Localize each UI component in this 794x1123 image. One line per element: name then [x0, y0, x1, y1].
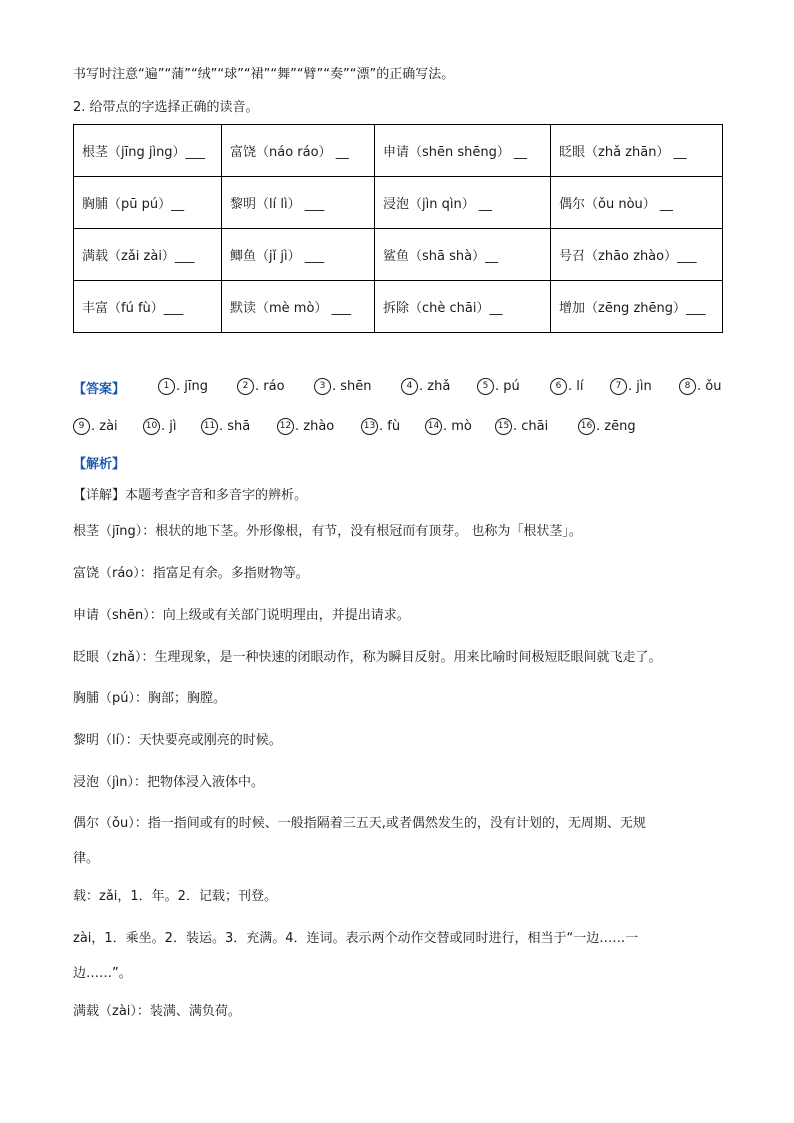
answer-number: 16 [578, 418, 595, 435]
answer-text: . zhào [295, 419, 335, 434]
answer-text: . fù [379, 419, 401, 434]
pinyin-table [73, 124, 723, 333]
explanation-line: 边……”。 [73, 966, 132, 981]
explanation-line: 满载（zài）：装满、满负荷。 [73, 1004, 241, 1019]
answer-item [201, 418, 250, 435]
answer-number: 13 [361, 418, 378, 435]
table-cell: 富饶（náo ráo） __ [222, 125, 375, 177]
answer-number: 14 [425, 418, 442, 435]
answer-item [679, 378, 721, 395]
explanation-line: 富饶（ráo）：指富足有余。多指财物等。 [73, 566, 309, 581]
answer-number: 8 [679, 378, 696, 395]
explanation-line: 眨眼（zhǎ）：生理现象，是一种快速的闭眼动作，称为瞬目反射。用来比喻时间极短眨眼间就飞走了。 [73, 650, 662, 665]
answer-item [550, 378, 584, 395]
answer-text: . ǒu [697, 379, 722, 394]
table-cell: 根茎（jīng jìng）___ [74, 125, 222, 177]
explanation-line: 浸泡（jìn）：把物体浸入液体中。 [73, 775, 264, 790]
explanation-line: 载：zǎi，1．年。2．记载；刊登。 [73, 889, 277, 904]
table-row [74, 125, 723, 177]
answer-text: . shēn [332, 379, 372, 394]
answer-number: 3 [314, 378, 331, 395]
table-row [74, 177, 723, 229]
answers-row-1 [73, 378, 723, 400]
table-cell: 丰富（fú fù）___ [74, 281, 222, 333]
answer-text: . pú [495, 379, 520, 394]
answer-text: . lí [568, 379, 584, 394]
answer-number: 9 [73, 418, 90, 435]
answers-row-2 [73, 418, 723, 440]
table-cell: 拆除（chè chāi）__ [375, 281, 551, 333]
answer-text: . jìn [628, 379, 652, 394]
table-cell: 浸泡（jìn qìn） __ [375, 177, 551, 229]
table-cell: 胸脯（pū pú）__ [74, 177, 222, 229]
answer-number: 2 [237, 378, 254, 395]
explanation-line: 胸脯（pú）：胸部；胸膛。 [73, 691, 226, 706]
explanation-line: 律。 [73, 851, 100, 866]
answer-text: . jì [161, 419, 177, 434]
answer-text: . zhǎ [419, 379, 451, 394]
answer-text: . mò [443, 419, 472, 434]
answer-number: 7 [610, 378, 627, 395]
answer-number: 15 [495, 418, 512, 435]
answer-item [158, 378, 208, 395]
table-cell: 号召（zhāo zhào）___ [551, 229, 723, 281]
answer-item [73, 418, 118, 435]
table-cell: 满载（zǎi zài）___ [74, 229, 222, 281]
table-cell: 增加（zēng zhēng）___ [551, 281, 723, 333]
answer-number: 6 [550, 378, 567, 395]
explanation-line: 申请（shēn）：向上级或有关部门说明理由，并提出请求。 [73, 608, 410, 623]
table-cell: 黎明（lí lì） ___ [222, 177, 375, 229]
answer-item [477, 378, 520, 395]
answer-item [401, 378, 450, 395]
answer-label: 【答案】 [73, 382, 126, 397]
answer-item [237, 378, 285, 395]
explanation-line: 【详解】本题考查字音和多音字的辨析。 [73, 488, 308, 503]
answer-item [361, 418, 400, 435]
table-cell: 偶尔（ǒu nòu） __ [551, 177, 723, 229]
answer-text: . zài [91, 419, 118, 434]
answer-text: . jīng [176, 379, 208, 394]
answer-number: 1 [158, 378, 175, 395]
answer-number: 10 [143, 418, 160, 435]
analysis-label: 【解析】 [73, 457, 126, 472]
answer-text: . ráo [255, 379, 285, 394]
table-cell: 鲫鱼（jǐ jì） ___ [222, 229, 375, 281]
answer-item [425, 418, 472, 435]
explanation-line: 根茎（jīng）：根状的地下茎。外形像根，有节，没有根冠而有顶芽。 也称为「根状茎」。 [73, 524, 582, 539]
table-cell: 眨眼（zhǎ zhān） __ [551, 125, 723, 177]
table-row [74, 229, 723, 281]
question-title: 2. 给带点的字选择正确的读音。 [73, 100, 259, 115]
answer-number: 11 [201, 418, 218, 435]
answer-number: 4 [401, 378, 418, 395]
answer-item [277, 418, 334, 435]
answer-number: 5 [477, 378, 494, 395]
table-row [74, 281, 723, 333]
explanation-line: 黎明（lí）：天快要亮或刚亮的时候。 [73, 733, 282, 748]
answer-item [610, 378, 652, 395]
answer-item [314, 378, 372, 395]
answer-item [495, 418, 548, 435]
answer-item [578, 418, 636, 435]
explanation-line: 偶尔（ǒu）：指一指间或有的时候、一般指隔着三五天,或者偶然发生的，没有计划的，无周期、无规 [73, 816, 646, 831]
table-cell: 鲨鱼（shā shà）__ [375, 229, 551, 281]
table-cell: 申请（shēn shēng） __ [375, 125, 551, 177]
explanation-line: zài，1．乘坐。2．装运。3．充满。4．连词。表示两个动作交替或同时进行，相当于“一边……一 [73, 931, 639, 946]
answer-item [143, 418, 177, 435]
table-cell: 默读（mè mò） ___ [222, 281, 375, 333]
intro-line: 书写时注意“遍”“蒲”“绒”“球”“裙”“舞”“臂”“奏”“漂”的正确写法。 [73, 67, 455, 82]
answer-text: . chāi [513, 419, 549, 434]
answer-text: . shā [219, 419, 251, 434]
answer-text: . zēng [596, 419, 636, 434]
answer-number: 12 [277, 418, 294, 435]
